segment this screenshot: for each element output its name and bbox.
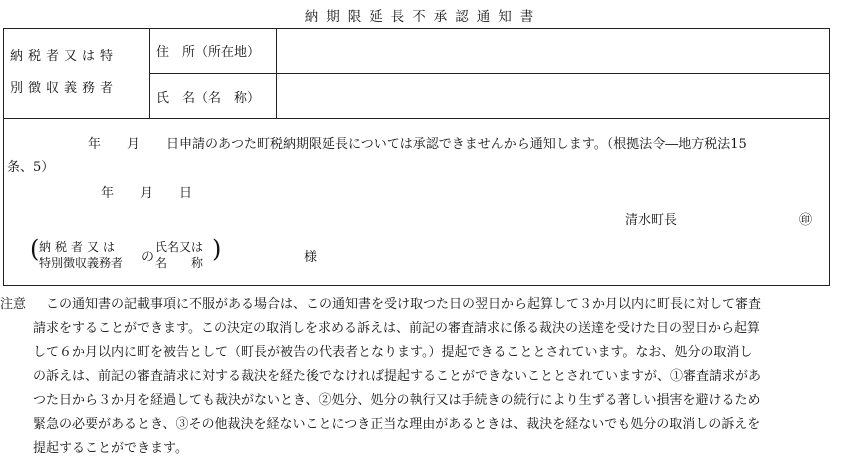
issue-date: 年 月 日: [101, 186, 193, 201]
notes-line-3: して６か月以内に町を被告として（町長が被告の代表者となります。）提起できることとされています。なお、処分の取消し: [33, 345, 753, 360]
notes-line-7: 提起することができます。: [33, 441, 188, 456]
notes-line-2: 請求をすることができます。この決定の取消しを求める訴えは、前記の審査請求に係る裁決の送達を受けた日の翌日から起算: [33, 321, 760, 336]
document-title: 納期限延長不承認通知書: [304, 9, 542, 25]
notes-line-4: の訴えは、前記の審査請求に対する裁決を経た後でなければ提起することができないこととされていますが、①審査請求があ: [33, 369, 762, 384]
notice-text-line2: 条、5）: [7, 160, 55, 175]
row-divider-address-name: [149, 73, 829, 74]
notes-line-5: つた日から３か月を経過しても裁決がないとき、②処分、処分の執行又は手続きの続行により生ずる著しい損害を避けるため: [33, 393, 761, 408]
notes-line-1: この通知書の記載事項に不服がある場合は、この通知書を受け取つた日の翌日から起算して３か月以内に町長に対して審査: [46, 297, 762, 312]
address-label: 住 所（所在地）: [156, 45, 261, 60]
addressee-label-b2: 名 称: [155, 256, 204, 270]
column-divider-label: [149, 29, 150, 118]
notes-label: 注意: [0, 297, 27, 312]
column-divider-field: [276, 29, 277, 118]
taxpayer-label-line1: 納税者又は特: [10, 49, 119, 64]
honorific: 様: [304, 250, 318, 265]
addressee-particle: の: [141, 250, 155, 265]
left-paren: (: [30, 235, 40, 263]
row-divider-header-body: [4, 118, 829, 119]
right-paren: ): [212, 235, 222, 263]
notes-line-6: 緊急の必要があるとき、③その他裁決を経ないことにつき正当な理由があるときは、裁決を経ないでも処分の取消しの訴えを: [33, 417, 761, 432]
addressee-label-a1: 納税者又は: [39, 240, 120, 254]
seal-mark: ㊞: [799, 213, 813, 228]
name-label: 氏 名（名 称）: [156, 91, 261, 106]
notice-form: [3, 28, 830, 286]
taxpayer-label-line2: 別徴収義務者: [10, 81, 119, 96]
addressee-label-b1: 氏名又は: [155, 240, 204, 254]
addressee-label-a2: 特別徴収義務者: [39, 256, 124, 270]
notice-text-line1: 年 月 日申請のあつた町税納期限延長については承認できませんから通知します。（根拠法令―地方税法15: [88, 137, 747, 152]
issuer-name: 清水町長: [625, 213, 678, 228]
